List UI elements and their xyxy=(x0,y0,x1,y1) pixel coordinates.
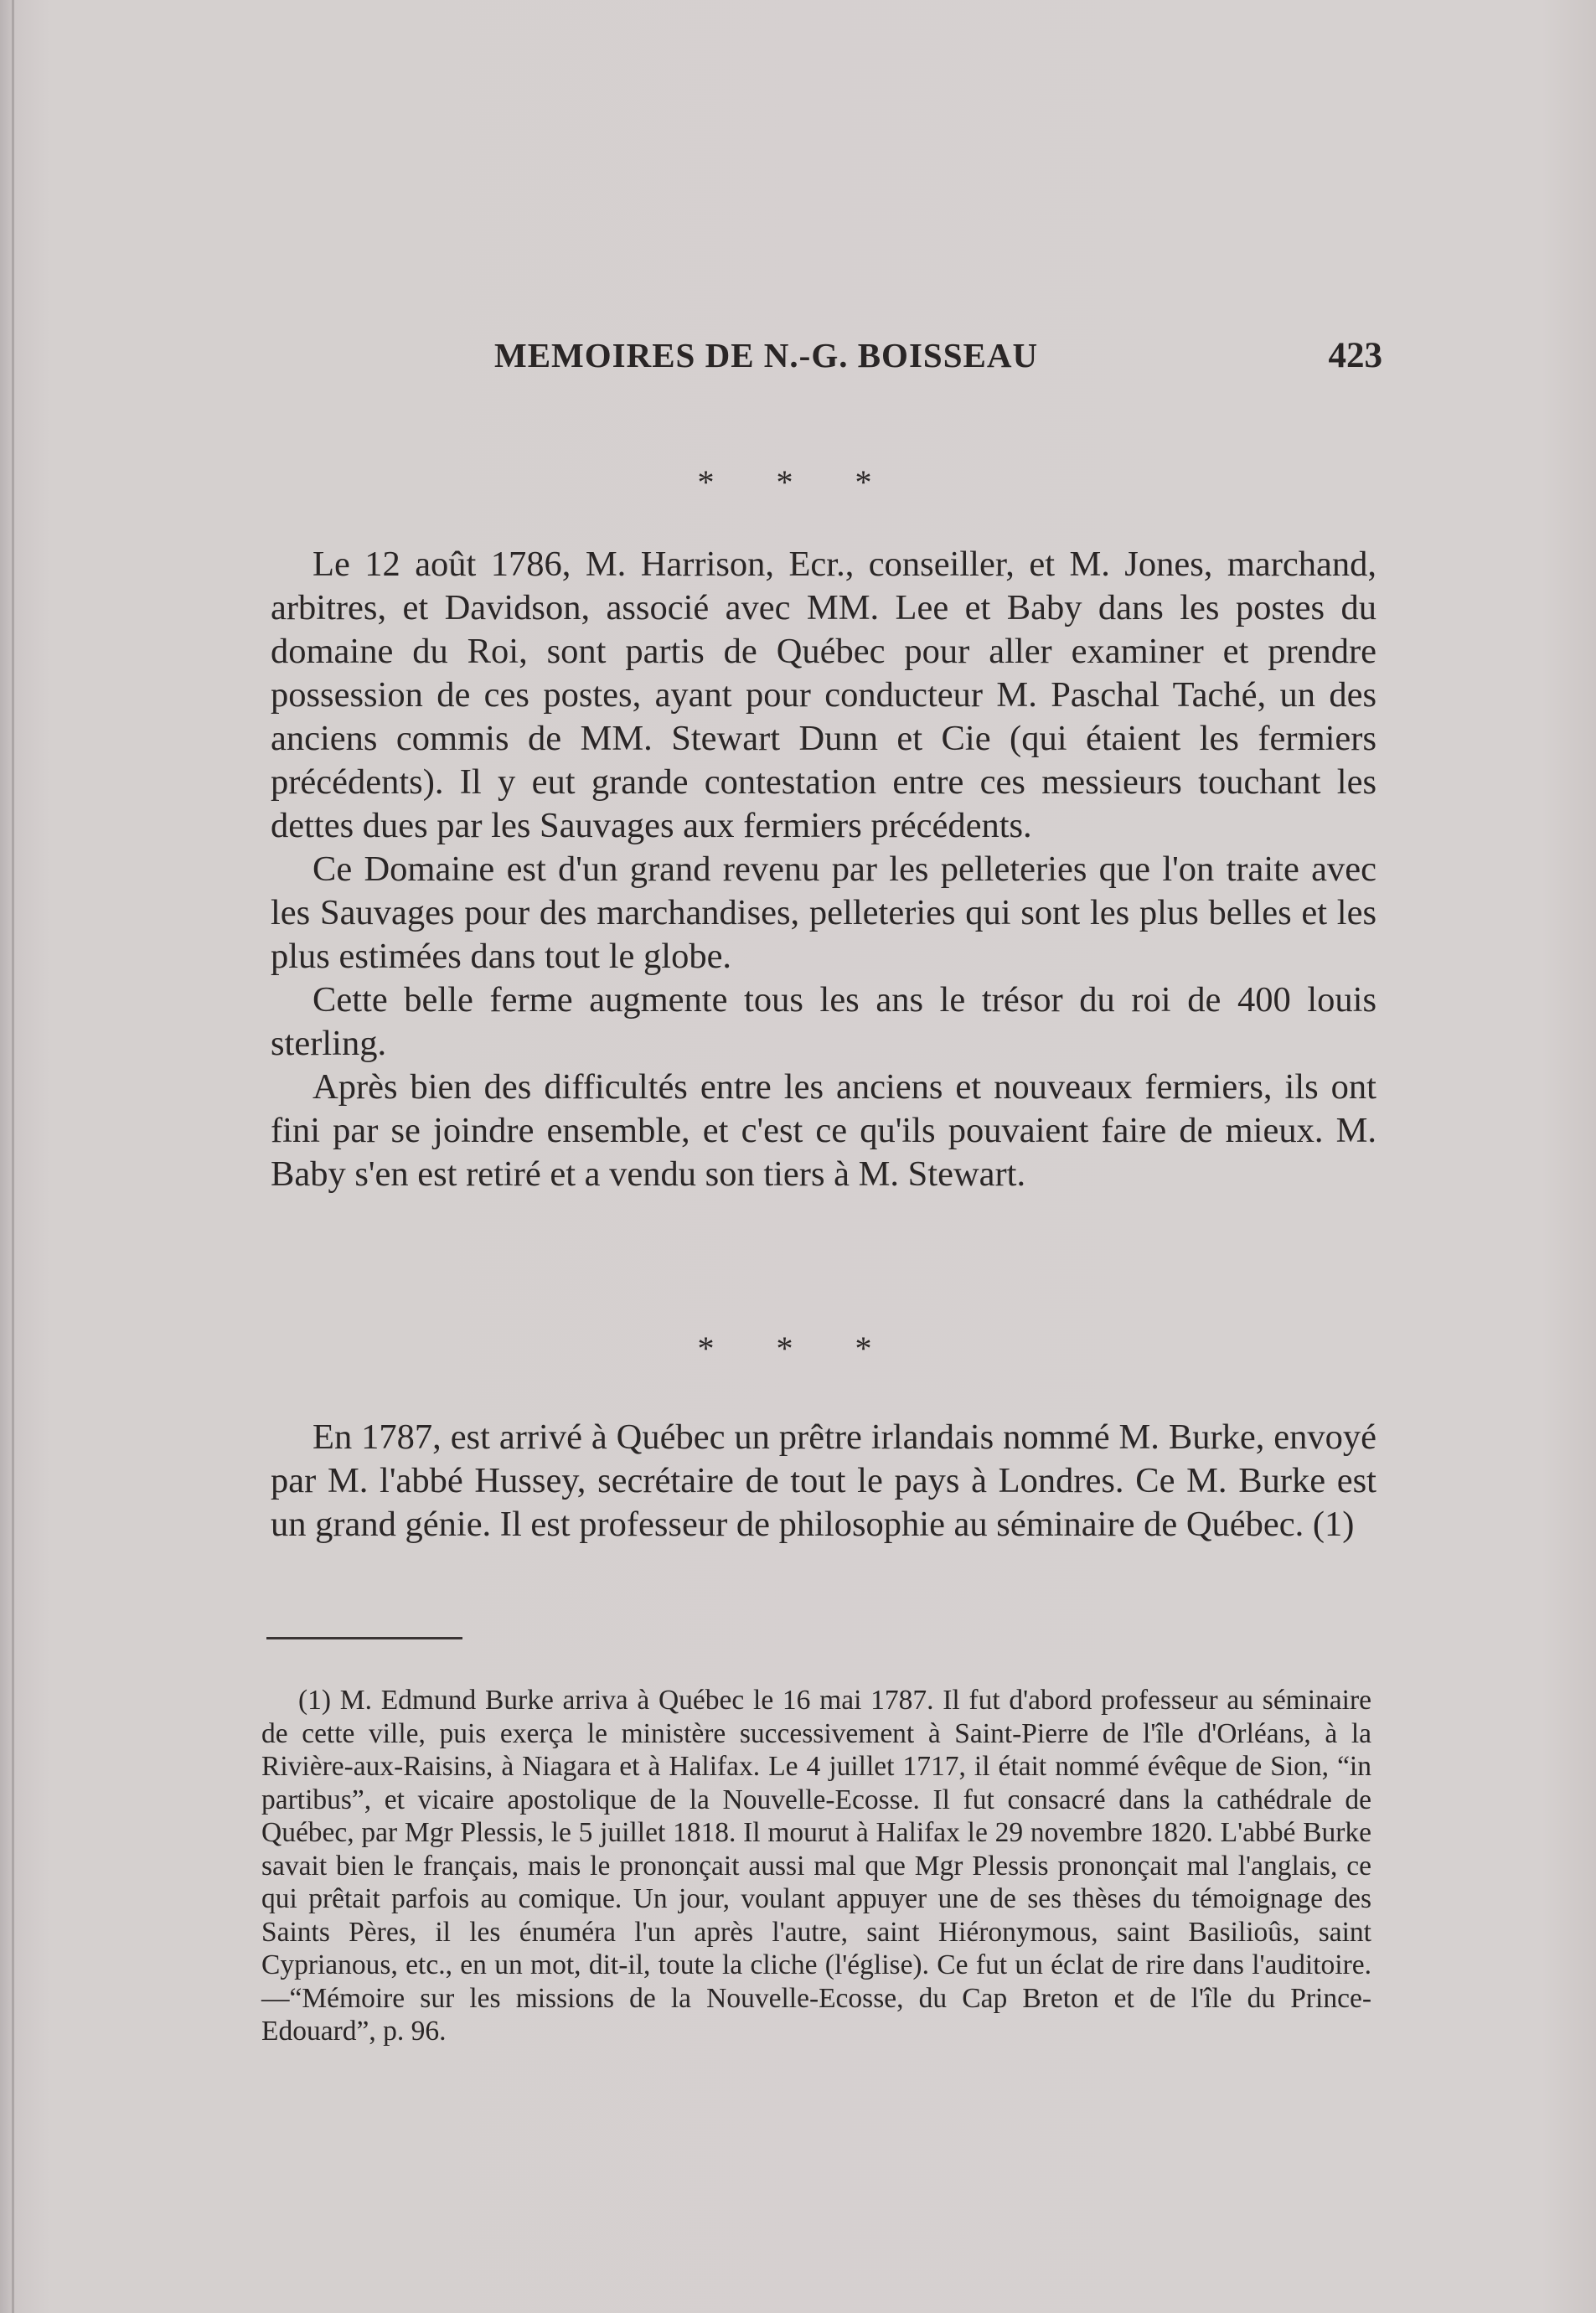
paragraph: En 1787, est arrivé à Québec un prêtre irlandais nommé M. Burke, envoyé par M. l'abbé Hussey, secrétaire de tout le pays à Londres. Ce M. Burke est un grand génie. Il est professeur de philosophie au séminaire de Québec. (1) xyxy=(271,1417,1376,1544)
section-separator: * * * xyxy=(697,1329,899,1367)
footnote-rule xyxy=(266,1637,462,1639)
footnote: (1) M. Edmund Burke arriva à Québec le 16 mai 1787. Il fut d'abord professeur au séminaire de cette ville, puis exerça le ministère successivement à Saint-Pierre de l'île d'Orléans, à la Rivière-aux-Raisins, à Niagara et à Halifax. Le 4 juillet 1717, il était nommé évêque de Sion, “in partibus”, et vicaire apostolique de la Nouvelle-Ecosse. Il fut consacré dans la cathédrale de Québec, par Mgr Plessis, le 5 juillet 1818. Il mourut à Halifax le 29 novembre 1820. L'abbé Burke savait bien le français, mais le prononçait aussi mal que Mgr Plessis prononçait mal l'anglais, ce qui prêtait parfois au comique. Un jour, voulant appuyer une de ses thèses du témoignage des Saints Pères, il les énuméra l'un après l'autre, saint Hiéronymous, saint Basilioûs, saint Cyprianous, etc., en un mot, dit-il, toute la cliche (l'église). Ce fut un éclat de rire dans l'auditoire.—“Mémoire sur les missions de la Nouvelle-Ecosse, du Cap Breton et de l'île du Prince-Edouard”, p. 96. xyxy=(261,1685,1371,2047)
paragraph: Le 12 août 1786, M. Harrison, Ecr., conseiller, et M. Jones, marchand, arbitres, et Davidson, associé avec MM. Lee et Baby dans les postes du domaine du Roi, sont partis de Québec pour aller examiner et prendre possession de ces postes, ayant pour conducteur M. Paschal Taché, un des anciens commis de MM. Stewart Dunn et Cie (qui étaient les fermiers précédents). Il y eut grande contestation entre ces messieurs touchant les dettes dues par les Sauvages aux fermiers précédents. xyxy=(271,545,1376,845)
section-2-body xyxy=(271,1416,1376,1546)
page-number: 423 xyxy=(1328,336,1382,375)
paragraph: Cette belle ferme augmente tous les ans le trésor du roi de 400 louis sterling. xyxy=(271,980,1376,1063)
paragraph: Après bien des difficultés entre les anciens et nouveaux fermiers, ils ont fini par se joindre ensemble, et c'est ce qu'ils pouvaient faire de mieux. M. Baby s'en est retiré et a vendu son tiers à M. Stewart. xyxy=(271,1067,1376,1194)
section-1-body xyxy=(271,543,1376,1196)
page-binding-edge xyxy=(12,0,14,2313)
running-title: MEMOIRES DE N.-G. BOISSEAU xyxy=(494,336,1039,374)
paragraph: Ce Domaine est d'un grand revenu par les pelleteries que l'on traite avec les Sauvages pour des marchandises, pelleteries qui sont les plus belles et les plus estimées dans tout le globe. xyxy=(271,849,1376,976)
running-header xyxy=(494,335,1382,385)
section-separator: * * * xyxy=(697,463,899,501)
